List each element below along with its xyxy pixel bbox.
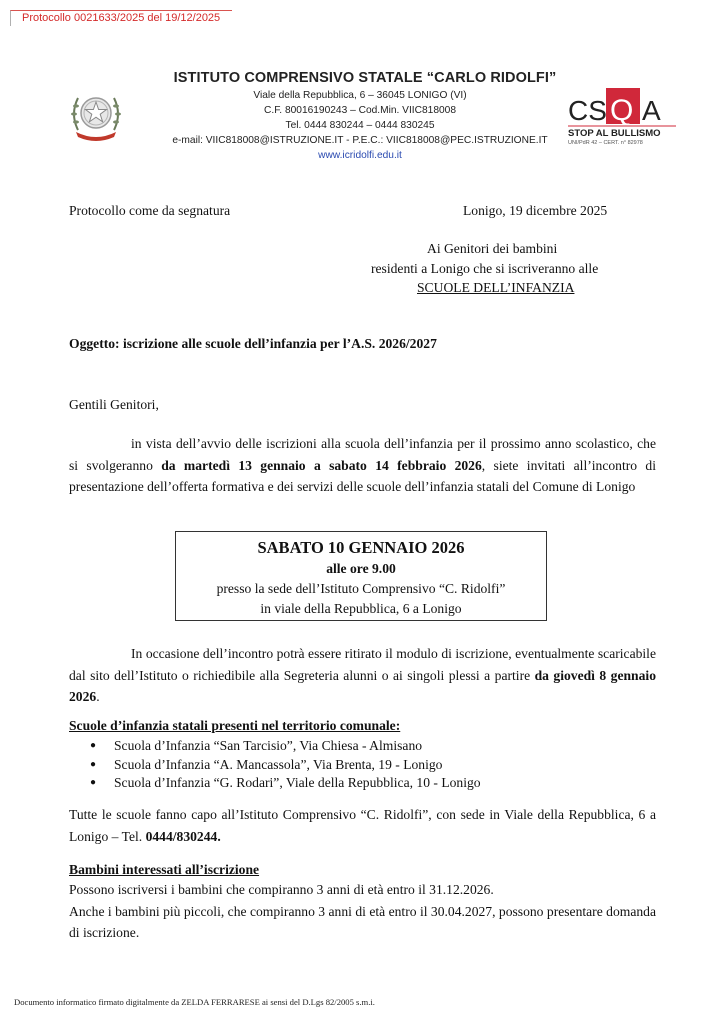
event-box [175,531,547,621]
recipient-line-2: residenti a Lonigo che si iscriveranno alle [371,261,599,276]
contact-text: Tutte le scuole fanno capo all’Istituto Comprensivo “C. Ridolfi”, con sede in Viale della Repubblica, 6 a Lonigo – Tel. [69,807,656,844]
bullet-icon: ● [90,740,97,751]
institute-email[interactable]: e-mail: VIIC818008@ISTRUZIONE.IT - P.E.C.: VIIC818008@PEC.ISTRUZIONE.IT [172,135,548,146]
children-line-2: Anche i bambini più piccoli, che compiranno 3 anni di età entro il 30.04.2027, possono presentare domanda di iscrizione. [69,903,656,941]
school-item [90,737,481,756]
form-text-2: . [96,689,100,705]
form-paragraph [69,643,656,708]
csqa-logo [566,86,678,150]
event-place-2: in viale della Repubblica, 6 a Lonigo [260,601,462,616]
intro-text-2: , siete invitati all’incontro di presentazione dell’offerta formativa e dei servizi delle scuole dell’infanzia statali del Comune di Lonigo [69,457,656,495]
schools-list [90,737,481,793]
csqa-tagline: STOP AL BULLISMO [568,128,661,139]
school-item-text: Scuola d’Infanzia “G. Rodari”, Viale della Repubblica, 10 - Lonigo [114,775,481,790]
institute-codes: C.F. 80016190243 – Cod.Min. VIIC818008 [264,105,456,116]
schools-heading: Scuole d’infanzia statali presenti nel territorio comunale: [69,718,401,733]
institute-address: Viale della Repubblica, 6 – 36045 LONIGO (VI) [253,90,467,101]
enrollment-period: da martedì 13 gennaio a sabato 14 febbraio 2026 [161,457,482,473]
school-item-text: Scuola d’Infanzia “San Tarcisio”, Via Chiesa - Almisano [114,738,423,753]
subject-line: Oggetto: iscrizione alle scuole dell’infanzia per l’A.S. 2026/2027 [69,336,437,351]
children-line-1: Possono iscriversi i bambini che compiranno 3 anni di età entro il 31.12.2026. [69,882,494,897]
letterhead [150,68,570,163]
protocol-reference: Protocollo come da segnatura [69,203,231,218]
protocol-stamp: Protocollo 0021633/2025 del 19/12/2025 [10,10,232,26]
school-item [90,756,481,775]
digital-signature-footer: Documento informatico firmato digitalmente da ZELDA FERRARESE ai sensi del D.Lgs 82/2005 s.m.i. [14,997,375,1007]
form-text-1: In occasione dell’incontro potrà essere ritirato il modulo di iscrizione, eventualmente scaricabile dal sito dell’Istituto o richiedibile alla Segreteria alunni o ai singoli plessi a partire [69,646,656,683]
csqa-cert: UNI/PdR 42 – CERT. n° 82978 [568,140,643,146]
intro-paragraph [69,433,656,498]
contact-phone: 0444/830244. [145,828,221,844]
bullet-icon: ● [90,758,97,770]
institute-website-link[interactable]: www.icridolfi.edu.it [318,150,402,161]
event-date: SABATO 10 GENNAIO 2026 [257,538,465,557]
intro-text-1: in vista dell’avvio delle iscrizioni alla scuola dell’infanzia per il prossimo anno scolastico, che si svolgeranno [69,436,656,473]
institute-phone: Tel. 0444 830244 – 0444 830245 [285,120,435,131]
greeting: Gentili Genitori, [69,397,159,412]
place-date: Lonigo, 19 dicembre 2025 [463,203,608,218]
event-time: alle ore 9.00 [326,561,396,576]
school-item [90,774,481,793]
institute-title: ISTITUTO COMPRENSIVO STATALE “CARLO RIDOLFI” [173,70,557,86]
italian-republic-emblem-icon [68,86,124,144]
csqa-logo-icon [566,86,678,150]
bullet-icon: ● [90,777,97,788]
recipient-line-1: Ai Genitori dei bambini [427,241,558,256]
form-availability-date: da giovedì 8 gennaio 2026 [69,667,656,705]
contact-paragraph [69,804,656,847]
event-place-1: presso la sede dell’Istituto Comprensivo “C. Ridolfi” [216,581,506,596]
school-item-text: Scuola d’Infanzia “A. Mancassola”, Via Brenta, 19 - Lonigo [114,756,443,772]
children-paragraph [69,879,656,944]
csqa-a: A [642,95,661,126]
recipient-line-3: SCUOLE DELL’INFANZIA [417,280,575,295]
children-heading: Bambini interessati all’iscrizione [69,862,260,877]
csqa-q: Q [610,94,634,127]
csqa-cs: CS [568,95,607,126]
